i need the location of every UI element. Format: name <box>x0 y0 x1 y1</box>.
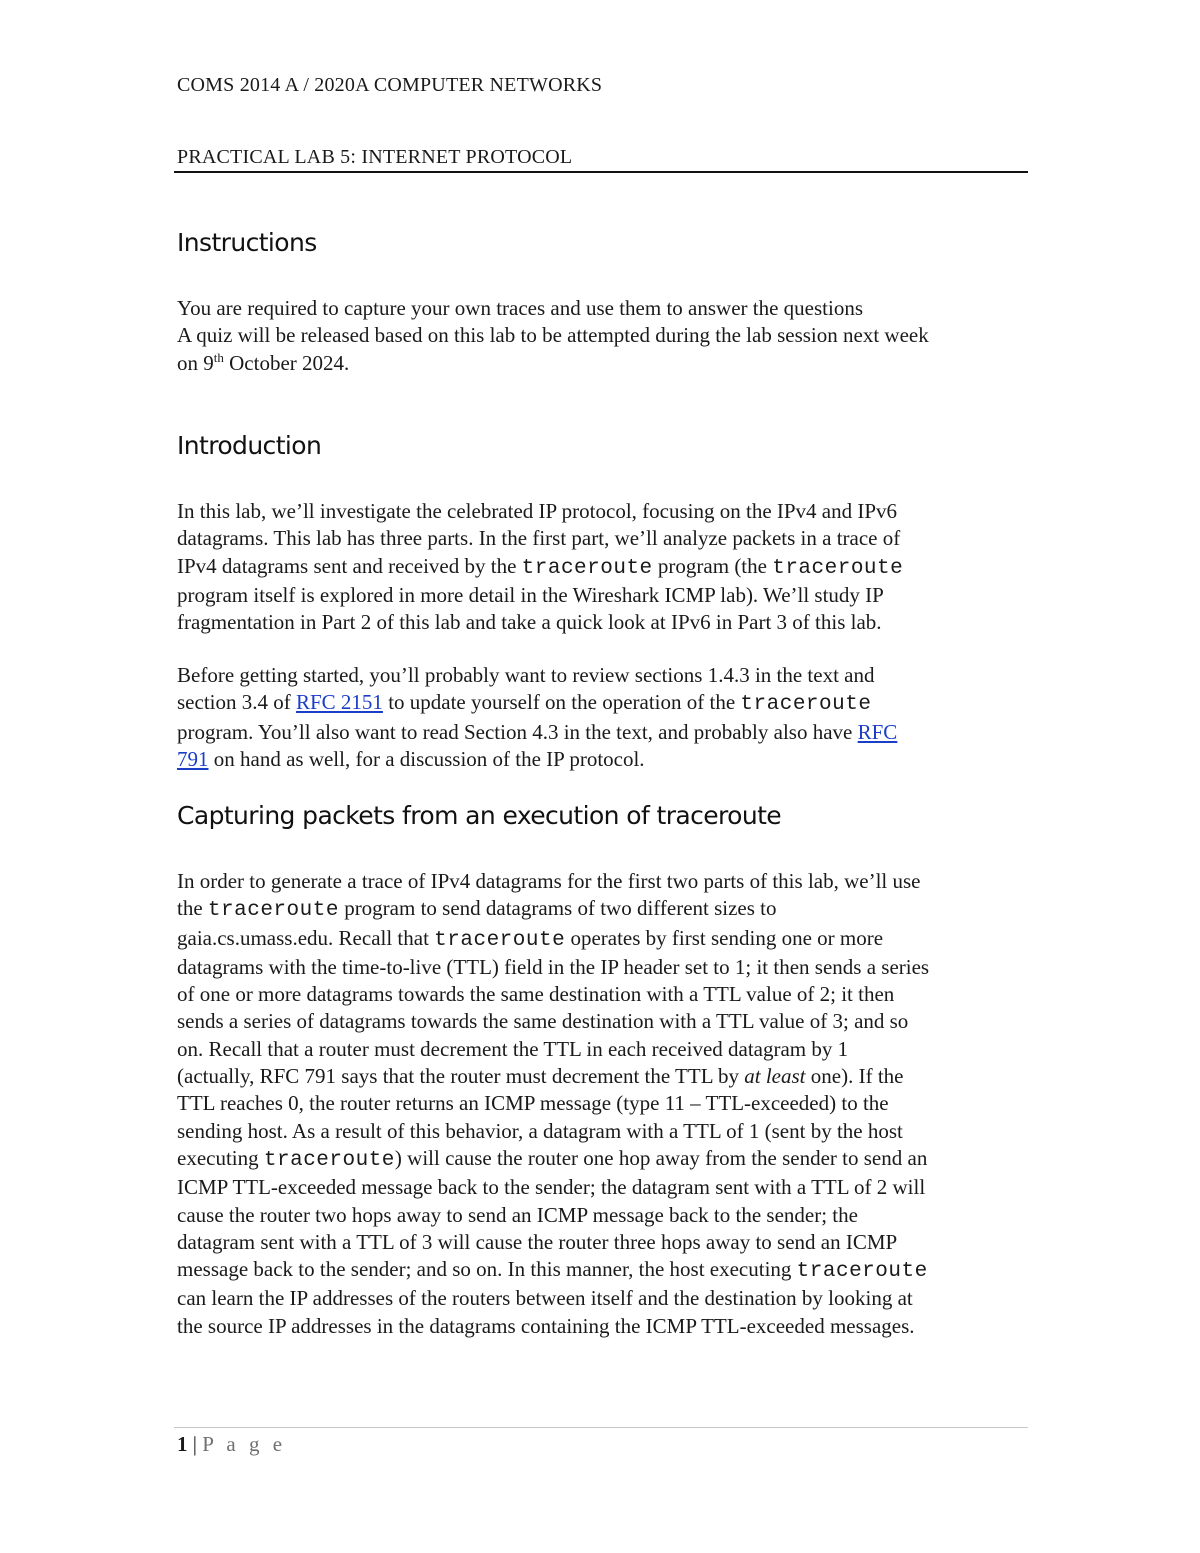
text-line: on. Recall that a router must decrement the TTL in each received datagram by 1 <box>177 1036 849 1061</box>
text-line <box>177 553 1037 582</box>
text-line <box>177 689 1037 718</box>
text-line: the source IP addresses in the datagrams containing the ICMP TTL-exceeded messages. <box>177 1313 915 1338</box>
capturing-paragraph <box>177 868 1037 1340</box>
text-fragment: (actually, RFC 791 says that the router must decrement the TTL by <box>177 1064 745 1089</box>
text-line: sends a series of datagrams towards the same destination with a TTL value of 3; and so <box>177 1009 909 1034</box>
text-line: A quiz will be released based on this lab to be attempted during the lab session next week <box>177 323 929 348</box>
text-fragment: to update yourself on the operation of the <box>382 690 741 715</box>
text-fragment: on hand as well, for a discussion of the IP protocol. <box>208 746 645 771</box>
text-line: ICMP TTL-exceeded message back to the sender; the datagram sent with a TTL of 2 will <box>177 1175 926 1200</box>
text-fragment: ) will cause the router one hop away from the sender to send an <box>394 1145 928 1170</box>
footer-separator: | <box>187 1432 203 1456</box>
footer-divider <box>174 1427 1028 1428</box>
text-fragment: section 3.4 of <box>177 690 296 715</box>
instructions-heading: Instructions <box>177 228 317 257</box>
text-line: fragmentation in Part 2 of this lab and take a quick look at IPv6 in Part 3 of this lab. <box>177 610 882 635</box>
text-fragment: IPv4 datagrams sent and received by the <box>177 553 522 578</box>
code-traceroute: traceroute <box>521 556 653 580</box>
text-line <box>177 895 1037 924</box>
introduction-heading: Introduction <box>177 431 322 460</box>
text-line <box>177 1256 1037 1285</box>
header-divider <box>174 171 1028 173</box>
instructions-paragraph <box>177 295 1037 377</box>
rfc-791-link-continued[interactable]: 791 <box>177 746 209 771</box>
code-traceroute: traceroute <box>772 556 904 580</box>
text-line: datagrams with the time-to-live (TTL) field in the IP header set to 1; it then sends a series <box>177 954 930 979</box>
page-label: P a g e <box>202 1432 287 1456</box>
text-fragment: one). If the <box>805 1064 904 1089</box>
text-line: In order to generate a trace of IPv4 datagrams for the first two parts of this lab, we’ll use <box>177 869 921 893</box>
text-fragment: the <box>177 896 208 921</box>
text-line: In this lab, we’ll investigate the celebrated IP protocol, focusing on the IPv4 and IPv6 <box>177 499 898 523</box>
text-fragment: gaia.cs.umass.edu. Recall that <box>177 925 435 950</box>
code-traceroute: traceroute <box>263 1148 395 1172</box>
introduction-paragraph-2 <box>177 662 1037 773</box>
page-footer <box>177 1432 286 1457</box>
text-line: of one or more datagrams towards the same destination with a TTL value of 2; it then <box>177 982 895 1007</box>
text-fragment: program to send datagrams of two different sizes to <box>338 896 777 921</box>
code-traceroute: traceroute <box>796 1260 928 1284</box>
text-line: program itself is explored in more detail in the Wireshark ICMP lab). We’ll study IP <box>177 582 884 607</box>
introduction-paragraph-1 <box>177 498 1037 636</box>
text-line: datagrams. This lab has three parts. In the first part, we’ll analyze packets in a trace of <box>177 526 901 551</box>
text-line <box>177 1063 1037 1090</box>
text-line: TTL reaches 0, the router returns an ICMP message (type 11 – TTL-exceeded) to the <box>177 1091 889 1116</box>
text-line: can learn the IP addresses of the routers between itself and the destination by looking at <box>177 1286 913 1311</box>
text-line <box>177 1145 1037 1174</box>
page-number: 1 <box>177 1432 188 1456</box>
text-line <box>177 746 1037 773</box>
text-line <box>177 350 1037 377</box>
text-fragment: October 2024. <box>223 350 350 375</box>
ordinal-suffix: th <box>213 349 224 365</box>
text-line <box>177 925 1037 954</box>
code-traceroute: traceroute <box>434 928 566 952</box>
text-line: sending host. As a result of this behavior, a datagram with a TTL of 1 (sent by the host <box>177 1118 903 1143</box>
text-fragment: executing <box>177 1145 264 1170</box>
text-fragment: on 9 <box>177 350 214 375</box>
text-fragment: program (the <box>652 553 773 578</box>
rfc-2151-link[interactable]: RFC 2151 <box>295 690 383 715</box>
rfc-791-link[interactable]: RFC <box>857 719 898 744</box>
text-fragment: program. You’ll also want to read Section 4.3 in the text, and probably also have <box>177 719 858 744</box>
text-line: cause the router two hops away to send an ICMP message back to the sender; the <box>177 1202 858 1227</box>
text-fragment: message back to the sender; and so on. In this manner, the host executing <box>177 1257 797 1282</box>
code-traceroute: traceroute <box>207 899 339 923</box>
text-fragment: operates by first sending one or more <box>565 925 884 950</box>
capturing-heading: Capturing packets from an execution of traceroute <box>177 801 782 830</box>
text-line: datagram sent with a TTL of 3 will cause the router three hops away to send an ICMP <box>177 1229 898 1254</box>
text-line: Before getting started, you’ll probably want to review sections 1.4.3 in the text and <box>177 663 875 687</box>
lab-title: PRACTICAL LAB 5: INTERNET PROTOCOL <box>177 146 573 168</box>
emphasis-at-least: at least <box>744 1064 806 1089</box>
text-line: You are required to capture your own traces and use them to answer the questions <box>177 296 864 320</box>
course-title: COMS 2014 A / 2020A COMPUTER NETWORKS <box>177 74 603 96</box>
code-traceroute: traceroute <box>740 693 872 717</box>
text-line <box>177 719 1037 746</box>
